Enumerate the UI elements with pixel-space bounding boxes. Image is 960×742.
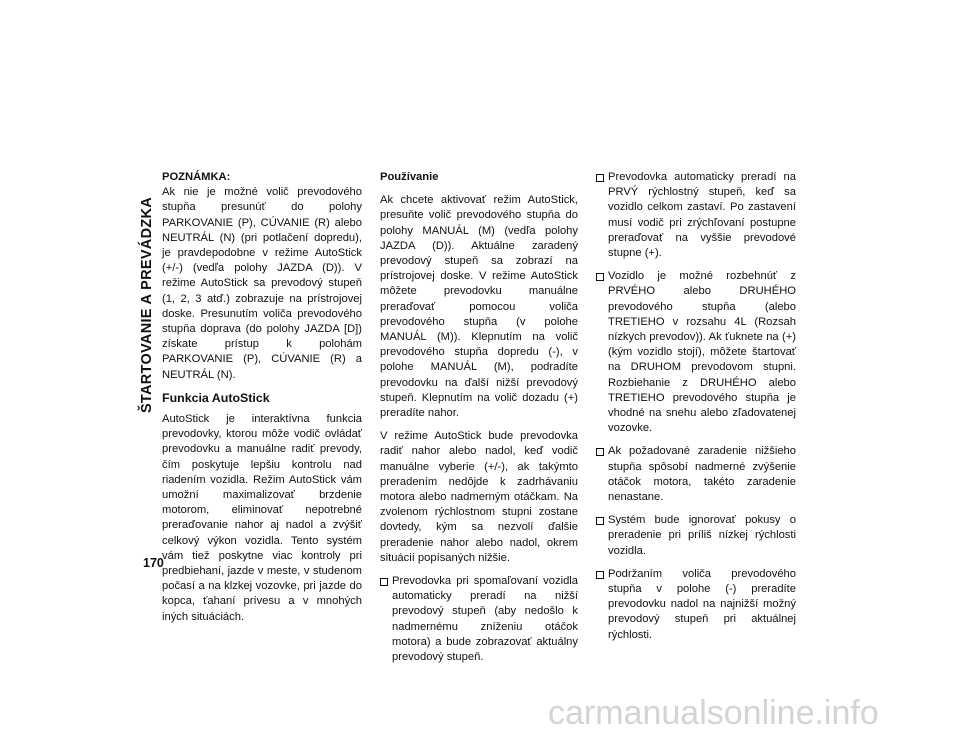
list-item: Prevodovka automaticky preradí na PRVÝ rýchlostný stupeň, keď sa vozidlo celkom zastaví. Po zastavení musí vodič pri zrýchľovaní postupne preraďovať na vyššie prevodové stupne (+).	[596, 170, 796, 261]
list-item: Podržaním voliča prevodového stupňa v polohe (-) preradíte prevodovku nadol na najnižší možný prevodový stupeň pri aktuálnej rýchlosti.	[596, 567, 796, 643]
section-heading-autostick: Funkcia AutoStick	[162, 390, 270, 405]
section-heading-usage: Používanie	[380, 171, 439, 183]
checkbox-bullet-icon	[596, 273, 604, 281]
section-side-tab-label: ŠTARTOVANIE A PREVÁDZKA	[139, 196, 155, 414]
usage-paragraph-1: Ak chcete aktivovať režim AutoStick, presuňte volič prevodového stupňa do polohy MANUÁL (M) (vedľa polohy JAZDA (D)). Aktuálne zaradený prevodový stupeň sa zobrazí na prístrojovej doske. V režime AutoStick môžete prevodovku manuálne preraďovať pomocou voliča prevodového stupňa (v polohe MANUÁL (M)). Klepnutím na volič prevodového stupňa dopredu (-), v polohe MANUÁL (M), podradíte prevodovku na ďalší nižší prevodový stupeň. Klepnutím na volič dozadu (+) preradíte nahor.	[380, 194, 578, 420]
usage-paragraph-2: V režime AutoStick bude prevodovka radiť nahor alebo nadol, keď vodič manuálne vyberie (+/-), ak takýmto preradením nedôjde k zadrhávaniu motora alebo nadmerným otáčkam. Na zvolenom rýchlostnom stupni zostane dovtedy, kým sa nezvolí ďalšie preradenie nahor alebo nadol, okrem situácií popísaných nižšie.	[380, 430, 578, 564]
checkbox-bullet-icon	[596, 174, 604, 182]
column-middle	[380, 170, 578, 673]
list-item: Systém bude ignorovať pokusy o preradenie pri príliš nízkej rýchlosti vozidla.	[596, 513, 796, 559]
checkbox-bullet-icon	[596, 571, 604, 579]
bullet-list-middle	[380, 574, 578, 665]
list-item: Prevodovka pri spomaľovaní vozidla automaticky preradí na nižší prevodový stupeň (aby nedošlo k nadmernému zníženiu otáčok motora) a bude zobrazovať aktuálny prevodový stupeň.	[380, 574, 578, 665]
column-right	[596, 170, 796, 651]
bullet-list-right	[596, 170, 796, 643]
page-number: 170	[143, 556, 164, 570]
list-item: Vozidlo je možné rozbehnúť z PRVÉHO alebo DRUHÉHO prevodového stupňa (alebo TRETIEHO v rozsahu 4L (Rozsah nízkych prevodov)). Ak ťuknete na (+) (kým vozidlo stojí), môžete štartovať na DRUHOM prevodovom stupni. Rozbiehanie z DRUHÉHO alebo TRETIEHO prevodového stupňa je vhodné na snehu alebo zľadovatenej vozovke.	[596, 269, 796, 436]
note-label: POZNÁMKA:	[162, 171, 231, 183]
checkbox-bullet-icon	[596, 448, 604, 456]
note-text: Ak nie je možné volič prevodového stupňa presunúť do polohy PARKOVANIE (P), CÚVANIE (R) alebo NEUTRÁL (N) (pri potlačení dopredu), je pravdepodobne v režime AutoStick (+/-) (vedľa polohy JAZDA (D)). V režime AutoStick sa prevodový stupeň (1, 2, 3 atď.) zobrazuje na prístrojovej doske. Presunutím voliča prevodového stupňa doprava (do polohy JAZDA [D]) získate prístup k polohám PARKOVANIE (P), CÚVANIE (R) a NEUTRÁL (N).	[162, 186, 362, 381]
checkbox-bullet-icon	[596, 517, 604, 525]
list-item: Ak požadované zaradenie nižšieho stupňa spôsobí nadmerné zvýšenie otáčok motora, takéto zaradenie nenastane.	[596, 444, 796, 505]
section-side-tab	[136, 160, 158, 450]
autostick-description: AutoStick je interaktívna funkcia prevodovky, ktorou môže vodič ovládať prevodovku a manuálne radiť prevody, čím poskytuje lepšiu kontrolu nad riadením vozidla. Režim AutoStick vám umožní maximalizovať brzdenie motorom, eliminovať nepotrebné preraďovanie nahor aj nadol a zvýšiť celkový výkon vozidla. Tento systém vám tiež poskytne viac kontroly pri predbiehaní, jazde v meste, v studenom počasí a na klzkej vozovke, pri jazde do kopca, ťahaní prívesu a v mnohých iných situáciách.	[162, 413, 362, 623]
watermark: carmanualsonline.info	[548, 694, 879, 732]
column-left	[162, 170, 362, 633]
checkbox-bullet-icon	[380, 578, 388, 586]
